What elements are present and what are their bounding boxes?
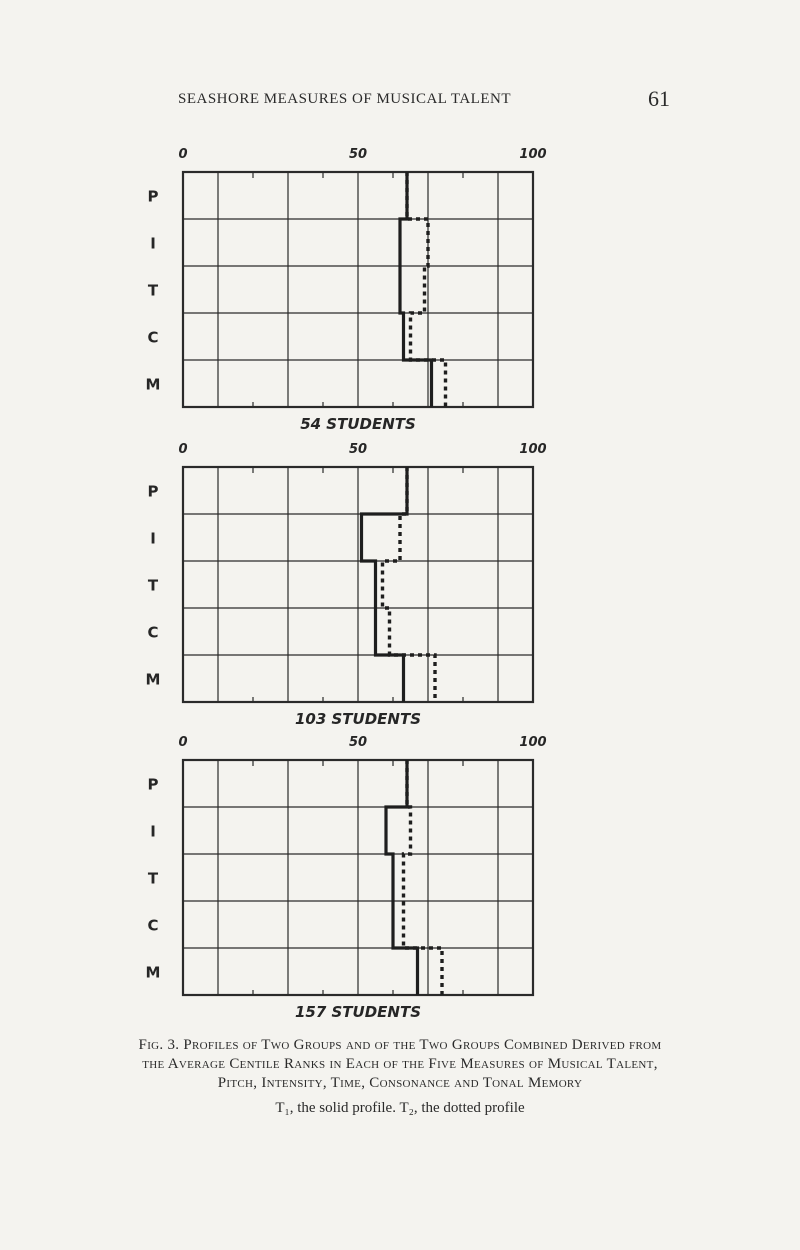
panel-title: 54 STUDENTS xyxy=(300,415,416,433)
x-tick-label: 50 xyxy=(348,442,368,457)
row-label: T xyxy=(147,576,159,595)
caption-line-2: the Average Centile Ranks in Each of the Five Measures of Musical Talent, xyxy=(142,1056,658,1072)
x-tick-label: 100 xyxy=(519,735,547,750)
profile-t1-solid xyxy=(400,172,432,407)
profile-t1-solid xyxy=(386,760,418,995)
row-label: I xyxy=(150,529,156,548)
row-label: P xyxy=(147,482,159,501)
panel-title: 103 STUDENTS xyxy=(294,710,422,728)
row-label: I xyxy=(150,234,156,253)
caption-note: T₁, the solid profile. T₂, the dotted profile xyxy=(275,1100,525,1116)
row-label: P xyxy=(147,187,159,206)
caption-line-3: Pitch, Intensity, Time, Consonance and Tonal Memory xyxy=(217,1075,583,1091)
row-label: C xyxy=(147,916,159,935)
profile-t2-dotted xyxy=(407,172,446,407)
figure-caption xyxy=(100,1036,700,1118)
profile-t2-dotted xyxy=(404,760,443,995)
x-tick-label: 0 xyxy=(178,735,188,750)
panel-title: 157 STUDENTS xyxy=(294,1003,422,1021)
x-tick-label: 100 xyxy=(519,147,547,162)
profile-panel-3 xyxy=(146,735,547,1021)
x-tick-label: 100 xyxy=(519,442,547,457)
row-label: T xyxy=(147,869,159,888)
x-tick-label: 50 xyxy=(348,735,368,750)
profile-t1-solid xyxy=(362,467,408,702)
x-tick-label: 50 xyxy=(348,147,368,162)
profile-panel-1 xyxy=(146,147,547,433)
row-label: T xyxy=(147,281,159,300)
row-label: M xyxy=(145,375,161,394)
row-label: C xyxy=(147,328,159,347)
row-label: C xyxy=(147,623,159,642)
profile-t2-dotted xyxy=(383,467,436,702)
row-label: P xyxy=(147,775,159,794)
page-number: 61 xyxy=(648,86,670,111)
x-tick-label: 0 xyxy=(178,147,188,162)
x-tick-label: 0 xyxy=(178,442,188,457)
row-label: I xyxy=(150,822,156,841)
row-label: M xyxy=(145,670,161,689)
row-label: M xyxy=(145,963,161,982)
caption-line-1: Fig. 3. Profiles of Two Groups and of the Two Groups Combined Derived from xyxy=(138,1037,662,1053)
profile-panel-2 xyxy=(146,442,547,728)
running-title: SEASHORE MEASURES OF MUSICAL TALENT xyxy=(178,91,511,107)
